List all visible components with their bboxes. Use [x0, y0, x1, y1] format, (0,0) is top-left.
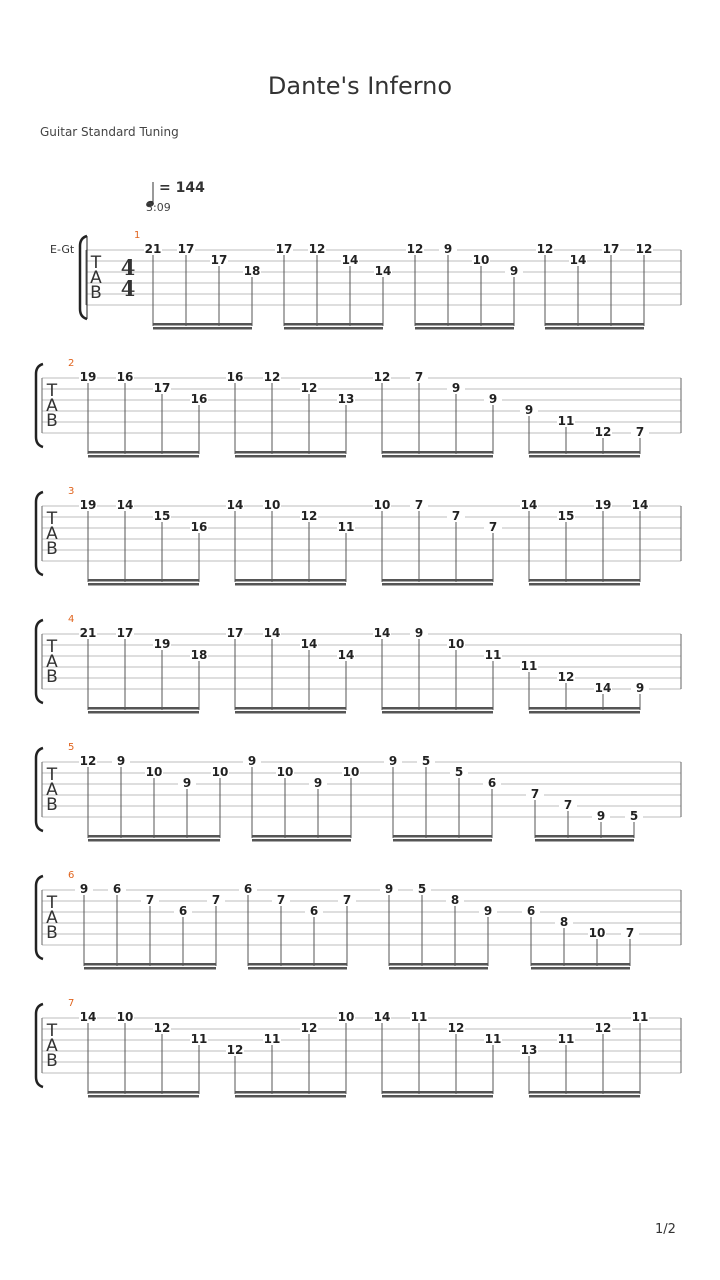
- fret-number: 11: [520, 659, 538, 673]
- beam: [529, 711, 640, 714]
- fret-number: 6: [243, 882, 253, 896]
- beam: [88, 707, 199, 710]
- fret-number: 9: [384, 882, 394, 896]
- fret-number: 19: [594, 498, 612, 512]
- tab-letter: A: [46, 780, 58, 800]
- beam: [88, 835, 220, 838]
- beam: [529, 583, 640, 586]
- measure-number: 6: [68, 870, 75, 881]
- fret-number: 14: [569, 253, 587, 267]
- fret-number: 10: [211, 765, 229, 779]
- page-number: 1/2: [655, 1222, 676, 1237]
- fret-number: 11: [557, 414, 575, 428]
- beam: [382, 583, 493, 586]
- fret-number: 21: [79, 626, 97, 640]
- beam: [529, 1091, 640, 1094]
- beam: [235, 707, 346, 710]
- beam: [535, 835, 634, 838]
- beam: [529, 451, 640, 454]
- beam: [235, 1091, 346, 1094]
- fret-number: 12: [263, 370, 281, 384]
- fret-number: 6: [487, 776, 497, 790]
- tab-letter: T: [46, 1021, 58, 1041]
- measure-number: 3: [68, 486, 75, 497]
- fret-number: 7: [211, 893, 221, 907]
- fret-number: 12: [373, 370, 391, 384]
- measure-number: 1: [134, 230, 141, 241]
- fret-number: 14: [373, 626, 391, 640]
- fret-number: 5: [421, 754, 431, 768]
- fret-number: 10: [145, 765, 163, 779]
- beam: [545, 327, 644, 330]
- tab-letter: T: [46, 381, 58, 401]
- fret-number: 15: [153, 509, 171, 523]
- tuning-label: Guitar Standard Tuning: [40, 125, 179, 139]
- fret-number: 12: [300, 509, 318, 523]
- fret-number: 12: [594, 1021, 612, 1035]
- beam: [153, 327, 252, 330]
- fret-number: 9: [596, 809, 606, 823]
- tab-letter: A: [46, 524, 58, 544]
- fret-number: 9: [79, 882, 89, 896]
- fret-number: 18: [243, 264, 261, 278]
- fret-number: 7: [530, 787, 540, 801]
- fret-number: 13: [520, 1043, 538, 1057]
- fret-number: 10: [373, 498, 391, 512]
- beam: [382, 1095, 493, 1098]
- fret-number: 19: [153, 637, 171, 651]
- fret-number: 9: [182, 776, 192, 790]
- fret-number: 14: [594, 681, 612, 695]
- beam: [235, 451, 346, 454]
- fret-number: 16: [226, 370, 244, 384]
- fret-number: 14: [300, 637, 318, 651]
- fret-number: 17: [602, 242, 620, 256]
- beam: [284, 327, 383, 330]
- beam: [235, 579, 346, 582]
- fret-number: 11: [484, 1032, 502, 1046]
- tempo-marking: = 144: [159, 180, 205, 196]
- beam: [284, 323, 383, 326]
- fret-number: 9: [635, 681, 645, 695]
- fret-number: 14: [520, 498, 538, 512]
- fret-number: 10: [263, 498, 281, 512]
- beam: [88, 583, 199, 586]
- fret-number: 14: [631, 498, 649, 512]
- fret-number: 7: [145, 893, 155, 907]
- fret-number: 16: [116, 370, 134, 384]
- time-signature-top: 4: [120, 255, 136, 280]
- fret-number: 7: [625, 926, 635, 940]
- measure-number: 5: [68, 742, 75, 753]
- fret-number: 9: [443, 242, 453, 256]
- beam: [248, 967, 347, 970]
- beam: [529, 455, 640, 458]
- fret-number: 10: [116, 1010, 134, 1024]
- fret-number: 7: [414, 498, 424, 512]
- fret-number: 12: [300, 1021, 318, 1035]
- tab-letter: T: [46, 765, 58, 785]
- fret-number: 14: [226, 498, 244, 512]
- beam: [248, 963, 347, 966]
- tab-letter: B: [46, 795, 58, 815]
- measure-number: 2: [68, 358, 75, 369]
- beam: [153, 323, 252, 326]
- fret-number: 7: [342, 893, 352, 907]
- fret-number: 7: [451, 509, 461, 523]
- beam: [235, 711, 346, 714]
- fret-number: 8: [559, 915, 569, 929]
- fret-number: 11: [557, 1032, 575, 1046]
- fret-number: 9: [116, 754, 126, 768]
- fret-number: 12: [79, 754, 97, 768]
- beam: [531, 963, 630, 966]
- measure-number: 7: [68, 998, 75, 1009]
- fret-number: 7: [563, 798, 573, 812]
- beam: [393, 835, 492, 838]
- tab-letter: T: [46, 637, 58, 657]
- beam: [529, 579, 640, 582]
- fret-number: 11: [190, 1032, 208, 1046]
- fret-number: 21: [144, 242, 162, 256]
- beam: [531, 967, 630, 970]
- fret-number: 14: [337, 648, 355, 662]
- fret-number: 9: [451, 381, 461, 395]
- fret-number: 12: [557, 670, 575, 684]
- fret-number: 9: [414, 626, 424, 640]
- tab-letter: A: [46, 908, 58, 928]
- beam: [415, 323, 514, 326]
- fret-number: 12: [536, 242, 554, 256]
- instrument-name: E-Gt: [50, 243, 75, 256]
- fret-number: 17: [116, 626, 134, 640]
- fret-number: 5: [417, 882, 427, 896]
- beam: [84, 963, 216, 966]
- beam: [252, 835, 351, 838]
- fret-number: 9: [388, 754, 398, 768]
- fret-number: 15: [557, 509, 575, 523]
- fret-number: 12: [594, 425, 612, 439]
- fret-number: 11: [263, 1032, 281, 1046]
- beam: [382, 579, 493, 582]
- fret-number: 14: [341, 253, 359, 267]
- fret-number: 7: [414, 370, 424, 384]
- fret-number: 17: [177, 242, 195, 256]
- tab-letter: T: [46, 893, 58, 913]
- tab-letter: A: [46, 652, 58, 672]
- fret-number: 14: [79, 1010, 97, 1024]
- time-signature-bottom: 4: [120, 276, 136, 301]
- fret-number: 19: [79, 370, 97, 384]
- fret-number: 10: [588, 926, 606, 940]
- beam: [252, 839, 351, 842]
- beam: [84, 967, 216, 970]
- fret-number: 17: [210, 253, 228, 267]
- fret-number: 6: [309, 904, 319, 918]
- score-title: Dante's Inferno: [267, 72, 453, 100]
- tab-letter: B: [46, 539, 58, 559]
- beam: [382, 707, 493, 710]
- fret-number: 17: [226, 626, 244, 640]
- fret-number: 14: [263, 626, 281, 640]
- beam: [88, 455, 199, 458]
- fret-number: 9: [247, 754, 257, 768]
- tab-letter: B: [46, 1051, 58, 1071]
- time-code: 3:09: [146, 201, 171, 214]
- fret-number: 11: [410, 1010, 428, 1024]
- fret-number: 5: [454, 765, 464, 779]
- fret-number: 9: [524, 403, 534, 417]
- beam: [235, 1095, 346, 1098]
- fret-number: 18: [190, 648, 208, 662]
- beam: [88, 451, 199, 454]
- fret-number: 13: [337, 392, 355, 406]
- fret-number: 17: [275, 242, 293, 256]
- beam: [88, 1095, 199, 1098]
- fret-number: 14: [116, 498, 134, 512]
- fret-number: 16: [190, 392, 208, 406]
- beam: [235, 583, 346, 586]
- fret-number: 9: [483, 904, 493, 918]
- beam: [235, 455, 346, 458]
- tab-letter: A: [46, 1036, 58, 1056]
- fret-number: 8: [450, 893, 460, 907]
- fret-number: 12: [153, 1021, 171, 1035]
- fret-number: 12: [300, 381, 318, 395]
- fret-number: 19: [79, 498, 97, 512]
- fret-number: 6: [112, 882, 122, 896]
- fret-number: 5: [629, 809, 639, 823]
- fret-number: 11: [631, 1010, 649, 1024]
- beam: [535, 839, 634, 842]
- tab-letter: T: [46, 509, 58, 529]
- fret-number: 6: [526, 904, 536, 918]
- fret-number: 11: [337, 520, 355, 534]
- fret-number: 12: [635, 242, 653, 256]
- fret-number: 12: [447, 1021, 465, 1035]
- measure-number: 4: [68, 614, 75, 625]
- fret-number: 10: [276, 765, 294, 779]
- fret-number: 7: [488, 520, 498, 534]
- tab-letter: B: [90, 283, 102, 303]
- fret-number: 16: [190, 520, 208, 534]
- beam: [415, 327, 514, 330]
- fret-number: 12: [308, 242, 326, 256]
- beam: [389, 967, 488, 970]
- fret-number: 14: [373, 1010, 391, 1024]
- fret-number: 7: [276, 893, 286, 907]
- fret-number: 11: [484, 648, 502, 662]
- fret-number: 10: [447, 637, 465, 651]
- fret-number: 17: [153, 381, 171, 395]
- fret-number: 12: [226, 1043, 244, 1057]
- beam: [382, 1091, 493, 1094]
- tab-letter: B: [46, 667, 58, 687]
- tab-letter: A: [46, 396, 58, 416]
- beam: [382, 711, 493, 714]
- fret-number: 9: [488, 392, 498, 406]
- beam: [393, 839, 492, 842]
- tab-letter: B: [46, 923, 58, 943]
- beam: [88, 711, 199, 714]
- beam: [88, 839, 220, 842]
- beam: [382, 451, 493, 454]
- fret-number: 9: [509, 264, 519, 278]
- fret-number: 10: [342, 765, 360, 779]
- fret-number: 10: [337, 1010, 355, 1024]
- beam: [88, 1091, 199, 1094]
- beam: [529, 707, 640, 710]
- fret-number: 10: [472, 253, 490, 267]
- tab-letter: A: [90, 268, 102, 288]
- beam: [545, 323, 644, 326]
- beam: [382, 455, 493, 458]
- tab-letter: B: [46, 411, 58, 431]
- fret-number: 9: [313, 776, 323, 790]
- tab-letter: T: [90, 253, 102, 273]
- beam: [529, 1095, 640, 1098]
- fret-number: 12: [406, 242, 424, 256]
- beam: [389, 963, 488, 966]
- fret-number: 7: [635, 425, 645, 439]
- fret-number: 14: [374, 264, 392, 278]
- beam: [88, 579, 199, 582]
- fret-number: 6: [178, 904, 188, 918]
